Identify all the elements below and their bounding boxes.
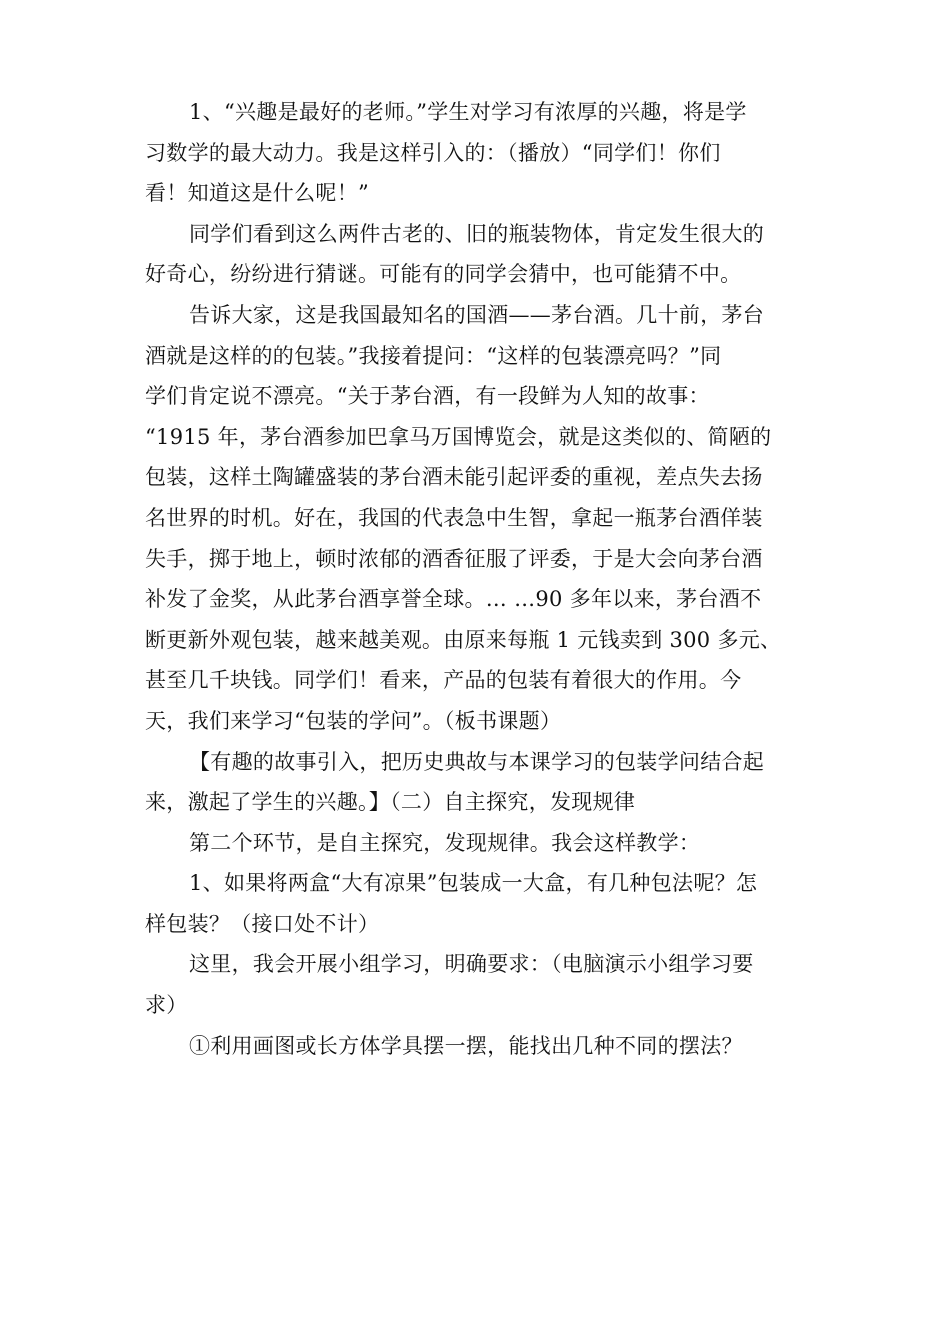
text-line: 【有趣的故事引入，把历史典故与本课学习的包装学问结合起 [189,749,765,774]
text-line: 包装，这样土陶罐盛装的茅台酒未能引起评委的重视，差点失去扬 [145,465,763,490]
text-line: 求） [145,993,188,1018]
text-line: 补发了金奖，从此茅台酒享誉全球。… …90 多年以来，茅台酒不 [145,587,762,612]
text-line: 好奇心，纷纷进行猜谜。可能有的同学会猜中，也可能猜不中。 [145,262,742,287]
text-line: 断更新外观包装，越来越美观。由原来每瓶 1 元钱卖到 300 多元、 [145,627,782,652]
text-line: 告诉大家，这是我国最知名的国酒——茅台酒。几十前，茅台 [189,302,765,327]
text-line: 天，我们来学习“包装的学问”。（板书课题） [145,708,562,733]
document-body [145,92,810,1066]
text-line: 习数学的最大动力。我是这样引入的：（播放）“同学们！你们 [145,140,721,165]
text-line: 酒就是这样的的包装。”我接着提问：“这样的包装漂亮吗？”同 [145,343,722,368]
text-line: 第二个环节，是自主探究，发现规律。我会这样教学： [189,830,701,855]
text-line: 失手，掷于地上，顿时浓郁的酒香征服了评委，于是大会向茅台酒 [145,546,763,571]
text-line: 1、“兴趣是最好的老师。”学生对学习有浓厚的兴趣，将是学 [189,100,747,124]
text-line: ①利用画图或长方体学具摆一摆，能找出几种不同的摆法？ [189,1033,743,1058]
text-line: 名世界的时机。好在，我国的代表急中生智，拿起一瓶茅台酒佯装 [145,505,763,530]
text-line: 来，激起了学生的兴趣。】（二）自主探究，发现规律 [145,790,636,815]
text-line: 1、如果将两盒“大有凉果”包装成一大盒，有几种包法呢？怎 [189,871,758,896]
text-line: 学们肯定说不漂亮。“关于茅台酒，有一段鲜为人知的故事： [145,384,710,409]
text-line: 这里，我会开展小组学习，明确要求：（电脑演示小组学习要 [189,952,754,977]
text-line: “1915 年，茅台酒参加巴拿马万国博览会，就是这类似的、简陋的 [145,424,772,449]
text-line: 同学们看到这么两件古老的、旧的瓶装物体，肯定发生很大的 [189,221,765,246]
text-line: 样包装？（接口处不计） [145,911,380,936]
text-line: 看！知道这是什么呢！” [145,181,370,206]
text-line: 甚至几千块钱。同学们！看来，产品的包装有着很大的作用。今 [145,668,742,693]
